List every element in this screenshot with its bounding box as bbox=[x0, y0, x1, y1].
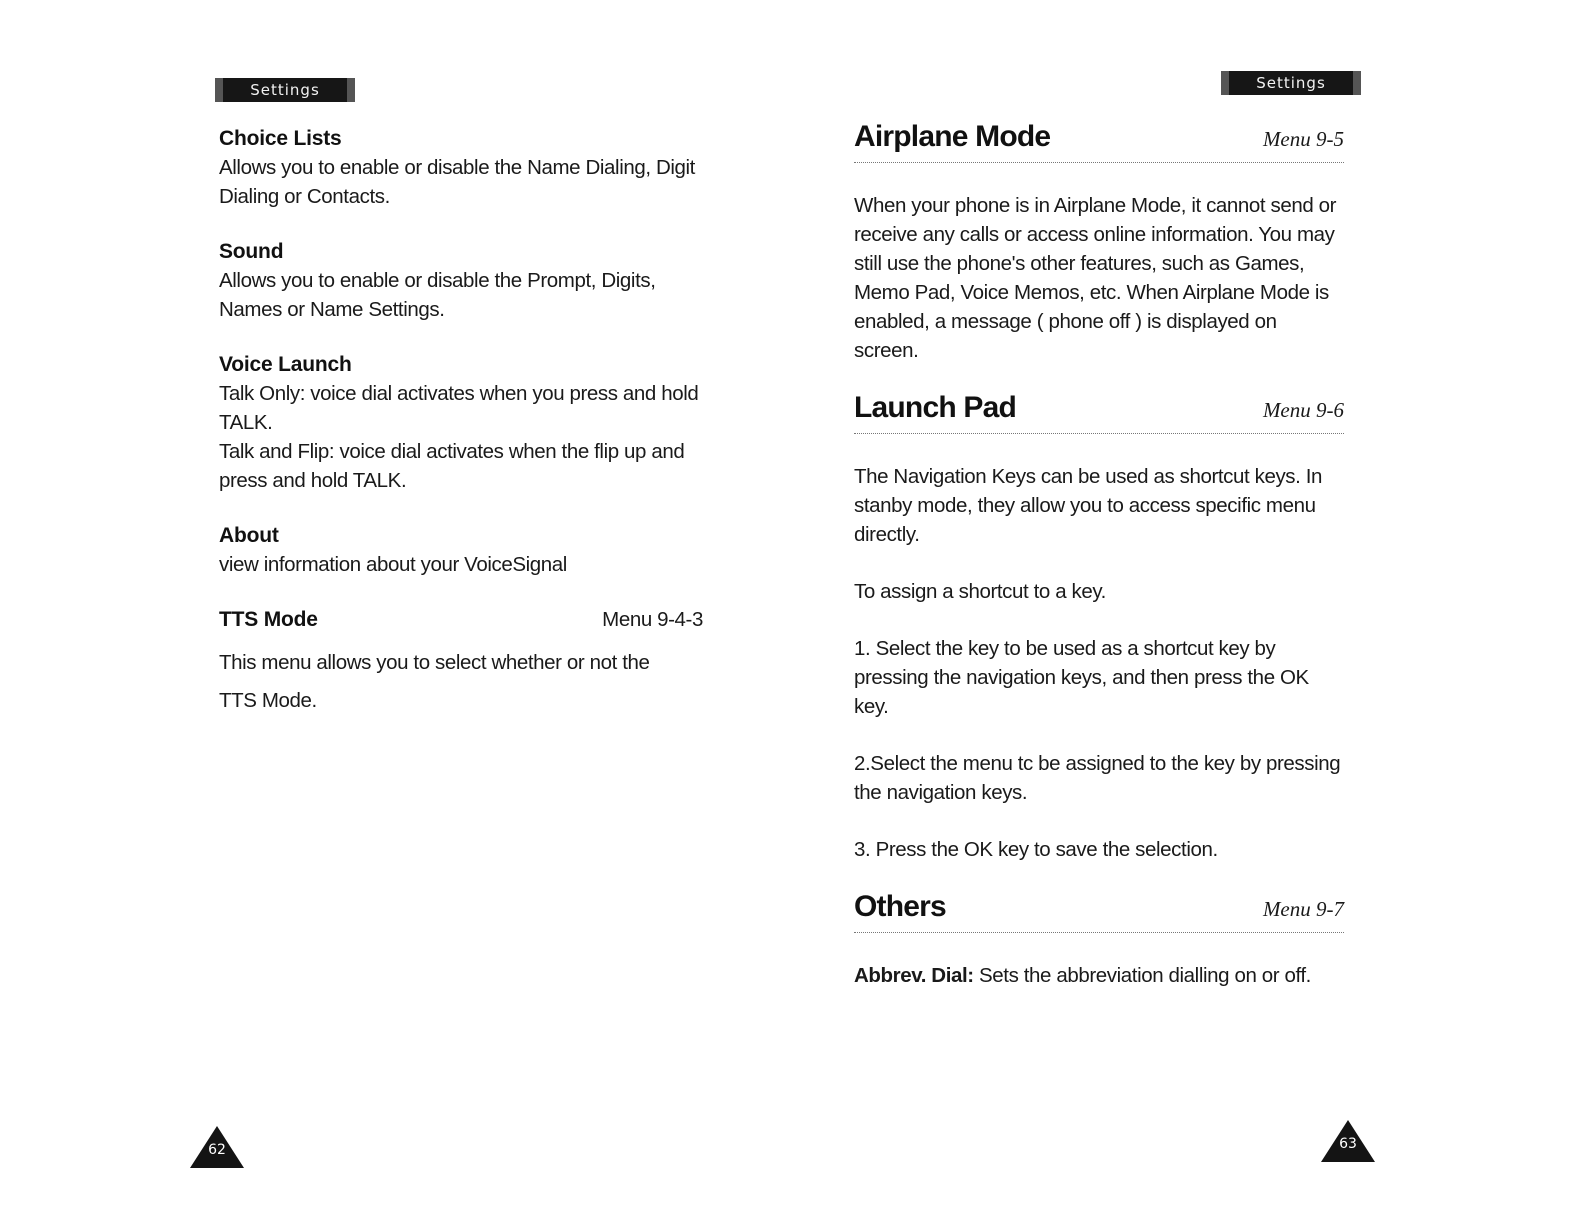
paragraph: 3. Press the OK key to save the selection. bbox=[854, 838, 1218, 861]
section-launch-pad bbox=[854, 393, 1344, 864]
entry-title: About bbox=[219, 524, 279, 547]
header-tab: Settings bbox=[215, 78, 355, 102]
section-header bbox=[854, 393, 1344, 434]
page-number: 62 bbox=[208, 1142, 226, 1158]
paragraph: 2.Select the menu tc be assigned to the key by pressing the navigation keys. bbox=[854, 752, 1341, 804]
tts-header bbox=[219, 605, 703, 634]
entry-line: This menu allows you to select whether or not the bbox=[219, 651, 650, 674]
menu-number: Menu 9-4-3 bbox=[602, 608, 703, 631]
entry-title: Voice Launch bbox=[219, 353, 352, 376]
page-number: 63 bbox=[1339, 1136, 1357, 1152]
entry-line: Talk Only: voice dial activates when you press and hold bbox=[219, 382, 699, 405]
entry-title: Sound bbox=[219, 240, 284, 263]
entry-line: TALK. bbox=[219, 411, 273, 434]
entry-line: Talk and Flip: voice dial activates when the flip up and bbox=[219, 440, 685, 463]
right-page bbox=[789, 0, 1578, 1221]
paragraph: When your phone is in Airplane Mode, it cannot send or receive any calls or access online information. You may still use the phone's other features, such as Games, Memo Pad, Voice Memos, etc. When Airplane Mode is enabled, a message ( phone off ) is displayed on screen. bbox=[854, 194, 1337, 362]
page-number-badge bbox=[1319, 1118, 1377, 1164]
left-column bbox=[219, 124, 719, 720]
section-body bbox=[854, 191, 1344, 365]
menu-number: Menu 9-7 bbox=[1262, 897, 1344, 921]
section-others bbox=[854, 892, 1344, 990]
section-body bbox=[854, 961, 1344, 990]
page-number-badge bbox=[188, 1124, 246, 1170]
entry-line: Allows you to enable or disable the Name Dialing, Digit bbox=[219, 156, 695, 179]
entry-line: view information about your VoiceSignal bbox=[219, 553, 567, 576]
section-title: Others bbox=[854, 890, 946, 923]
entry-line: press and hold TALK. bbox=[219, 469, 407, 492]
right-column bbox=[854, 122, 1344, 1018]
entry-choice-lists bbox=[219, 124, 719, 211]
tts-body bbox=[219, 644, 719, 720]
section-airplane-mode bbox=[854, 122, 1344, 365]
entry-line: Dialing or Contacts. bbox=[219, 185, 390, 208]
paragraph: The Navigation Keys can be used as shortcut keys. In stanby mode, they allow you to access specific menu directly. bbox=[854, 465, 1323, 546]
menu-number: Menu 9-5 bbox=[1262, 127, 1344, 151]
menu-number: Menu 9-6 bbox=[1262, 398, 1344, 422]
entry-tts-mode bbox=[219, 605, 719, 720]
section-title: Airplane Mode bbox=[854, 120, 1051, 153]
section-title: Launch Pad bbox=[854, 391, 1017, 424]
section-body bbox=[854, 462, 1344, 864]
section-header bbox=[854, 892, 1344, 933]
paragraph: To assign a shortcut to a key. bbox=[854, 580, 1106, 603]
setting-label: Abbrev. Dial: bbox=[854, 964, 974, 987]
paragraph bbox=[854, 961, 1344, 990]
entry-about bbox=[219, 521, 719, 579]
entry-line: Allows you to enable or disable the Prompt, Digits, bbox=[219, 269, 656, 292]
section-header bbox=[854, 122, 1344, 163]
entry-line: TTS Mode. bbox=[219, 689, 317, 712]
entry-voice-launch bbox=[219, 350, 719, 495]
entry-line: Names or Name Settings. bbox=[219, 298, 445, 321]
entry-title: TTS Mode bbox=[219, 608, 318, 631]
paragraph: 1. Select the key to be used as a shortcut key by pressing the navigation keys, and then press the OK key. bbox=[854, 637, 1309, 718]
setting-description: Sets the abbreviation dialling on or off. bbox=[979, 964, 1311, 987]
entry-title: Choice Lists bbox=[219, 127, 342, 150]
entry-sound bbox=[219, 237, 719, 324]
header-tab: Settings bbox=[1221, 71, 1361, 95]
